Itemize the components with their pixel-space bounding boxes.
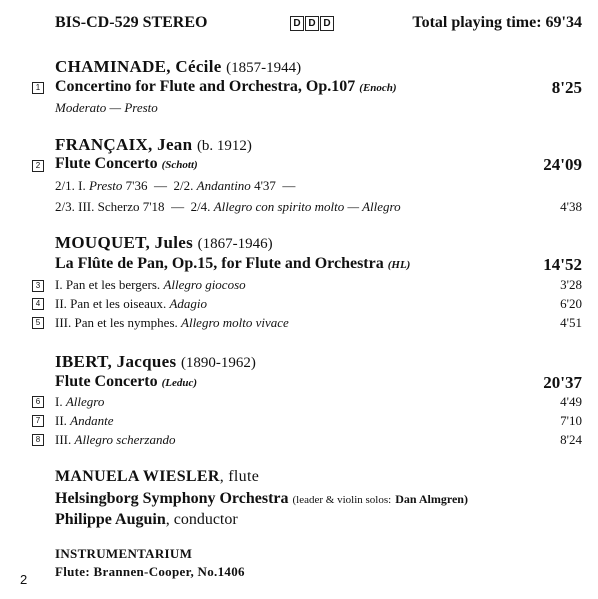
work-duration: 8'25 bbox=[551, 78, 582, 97]
composer-name: FRANÇAIX, Jean bbox=[55, 135, 193, 154]
track-number-box: 7 bbox=[32, 415, 44, 427]
leader-note: (leader & violin solos: bbox=[292, 494, 392, 506]
work-duration: 14'52 bbox=[543, 255, 582, 274]
work-title bbox=[55, 255, 410, 273]
movement-title: I. Pan et les bergers. bbox=[55, 277, 161, 292]
work-title bbox=[55, 78, 397, 96]
publisher: (Schott) bbox=[161, 159, 198, 171]
work-title-text: Flute Concerto bbox=[55, 373, 158, 390]
movement-tempo: Allegro molto vivace bbox=[181, 315, 289, 330]
movement-tempo: Allegro bbox=[65, 394, 105, 409]
movement-tempo: Allegro con spirito molto — Allegro bbox=[213, 199, 401, 214]
movement-line bbox=[55, 394, 104, 410]
movement-line bbox=[55, 277, 246, 293]
track-number-box: 4 bbox=[32, 298, 44, 310]
publisher: (Leduc) bbox=[161, 377, 198, 389]
track-number-box: 6 bbox=[32, 396, 44, 408]
movement-duration: 6'20 bbox=[560, 296, 582, 311]
movement-tempo: Adagio bbox=[169, 296, 208, 311]
ddd-letter: D bbox=[305, 16, 319, 31]
composer-mouquet bbox=[55, 233, 273, 253]
track-number-box: 5 bbox=[32, 317, 44, 329]
ddd-letter: D bbox=[290, 16, 304, 31]
orchestra-name: Helsingborg Symphony Orchestra bbox=[55, 490, 289, 507]
track-number-box: 1 bbox=[32, 82, 44, 94]
movement-duration: 7'10 bbox=[560, 413, 582, 428]
total-playing-time: Total playing time: 69'34 bbox=[412, 14, 582, 31]
movement-tempo: Allegro scherzando bbox=[74, 432, 176, 447]
movement-duration: 8'24 bbox=[560, 432, 582, 447]
movement-title: I. bbox=[55, 394, 63, 409]
movement-line bbox=[55, 432, 175, 448]
movement-tempo: Presto bbox=[88, 178, 123, 193]
work-title bbox=[55, 155, 198, 173]
work-title-text: La Flûte de Pan, Op.15, for Flute and Orchestra bbox=[55, 255, 384, 272]
composer-dates: (1857-1944) bbox=[226, 60, 302, 76]
movement-label: 2/1. I. bbox=[55, 178, 86, 193]
composer-chaminade bbox=[55, 57, 301, 77]
movement-tempo: Andantino bbox=[196, 178, 251, 193]
publisher: (HL) bbox=[387, 259, 411, 271]
composer-name: IBERT, Jacques bbox=[55, 352, 177, 371]
conductor-name: Philippe Auguin bbox=[55, 511, 166, 528]
work-duration: 20'37 bbox=[543, 373, 582, 392]
movement-line bbox=[55, 315, 289, 331]
page-number: 2 bbox=[20, 572, 28, 587]
ddd-letter: D bbox=[320, 16, 334, 31]
instrumentarium-title: INSTRUMENTARIUM bbox=[55, 546, 193, 561]
movement-line: 2/1. I. Presto 7'36 — 2/2. Andantino 4'37 — bbox=[55, 178, 296, 193]
movement-label: 2/2. bbox=[173, 178, 194, 193]
soloist-role: , flute bbox=[219, 468, 260, 485]
composer-ibert bbox=[55, 352, 256, 372]
publisher: (Enoch) bbox=[359, 82, 397, 94]
movement-duration: 3'28 bbox=[560, 277, 582, 292]
composer-dates: (1867-1946) bbox=[197, 236, 273, 252]
movement-title: II. bbox=[55, 413, 67, 428]
movement-duration: 7'36 bbox=[125, 178, 148, 193]
movement-duration: 4'37 bbox=[254, 178, 276, 193]
track-number-box: 2 bbox=[32, 160, 44, 172]
conductor-role: , conductor bbox=[165, 511, 238, 528]
movement-duration: 7'18 bbox=[142, 199, 165, 214]
soloist-name: MANUELA WIESLER bbox=[55, 468, 220, 485]
movement-duration: 4'38 bbox=[560, 199, 582, 214]
composer-dates: (1890-1962) bbox=[180, 355, 256, 371]
composer-name: MOUQUET, Jules bbox=[55, 233, 194, 252]
ddd-code bbox=[290, 16, 335, 31]
composer-name: CHAMINADE, Cécile bbox=[55, 57, 222, 76]
movement-line bbox=[55, 296, 207, 312]
movement-title: II. Pan et les oiseaux. bbox=[55, 296, 167, 311]
movement-title: III. bbox=[55, 432, 72, 447]
leader-name: Dan Almgren) bbox=[395, 492, 468, 506]
movement-label: 2/4. bbox=[190, 199, 211, 214]
movement-tempo: Andante bbox=[70, 413, 114, 428]
track-number-box: 3 bbox=[32, 280, 44, 292]
movement-label: 2/3. III. Scherzo bbox=[55, 199, 140, 214]
work-title-text: Flute Concerto bbox=[55, 155, 158, 172]
tempo-line: Moderato — Presto bbox=[55, 100, 158, 115]
work-duration: 24'09 bbox=[543, 155, 582, 174]
movement-line bbox=[55, 413, 114, 429]
movement-tempo: Allegro giocoso bbox=[163, 277, 246, 292]
soloist-line bbox=[55, 468, 259, 486]
work-title-text: Concertino for Flute and Orchestra, Op.107 bbox=[55, 78, 356, 95]
composer-dates: (b. 1912) bbox=[196, 138, 252, 154]
catalog-number: BIS-CD-529 STEREO bbox=[55, 14, 208, 31]
movement-duration: 4'51 bbox=[560, 315, 582, 330]
conductor-line bbox=[55, 511, 238, 529]
track-number-box: 8 bbox=[32, 434, 44, 446]
orchestra-line bbox=[55, 490, 468, 508]
composer-francaix bbox=[55, 135, 252, 155]
movement-title: III. Pan et les nymphes. bbox=[55, 315, 178, 330]
work-title bbox=[55, 373, 197, 391]
movement-line: 2/3. III. Scherzo 7'18 — 2/4. Allegro con spirito molto — Allegro bbox=[55, 199, 401, 214]
instrument-flute: Flute: Brannen-Cooper, No.1406 bbox=[55, 564, 245, 579]
movement-duration: 4'49 bbox=[560, 394, 582, 409]
